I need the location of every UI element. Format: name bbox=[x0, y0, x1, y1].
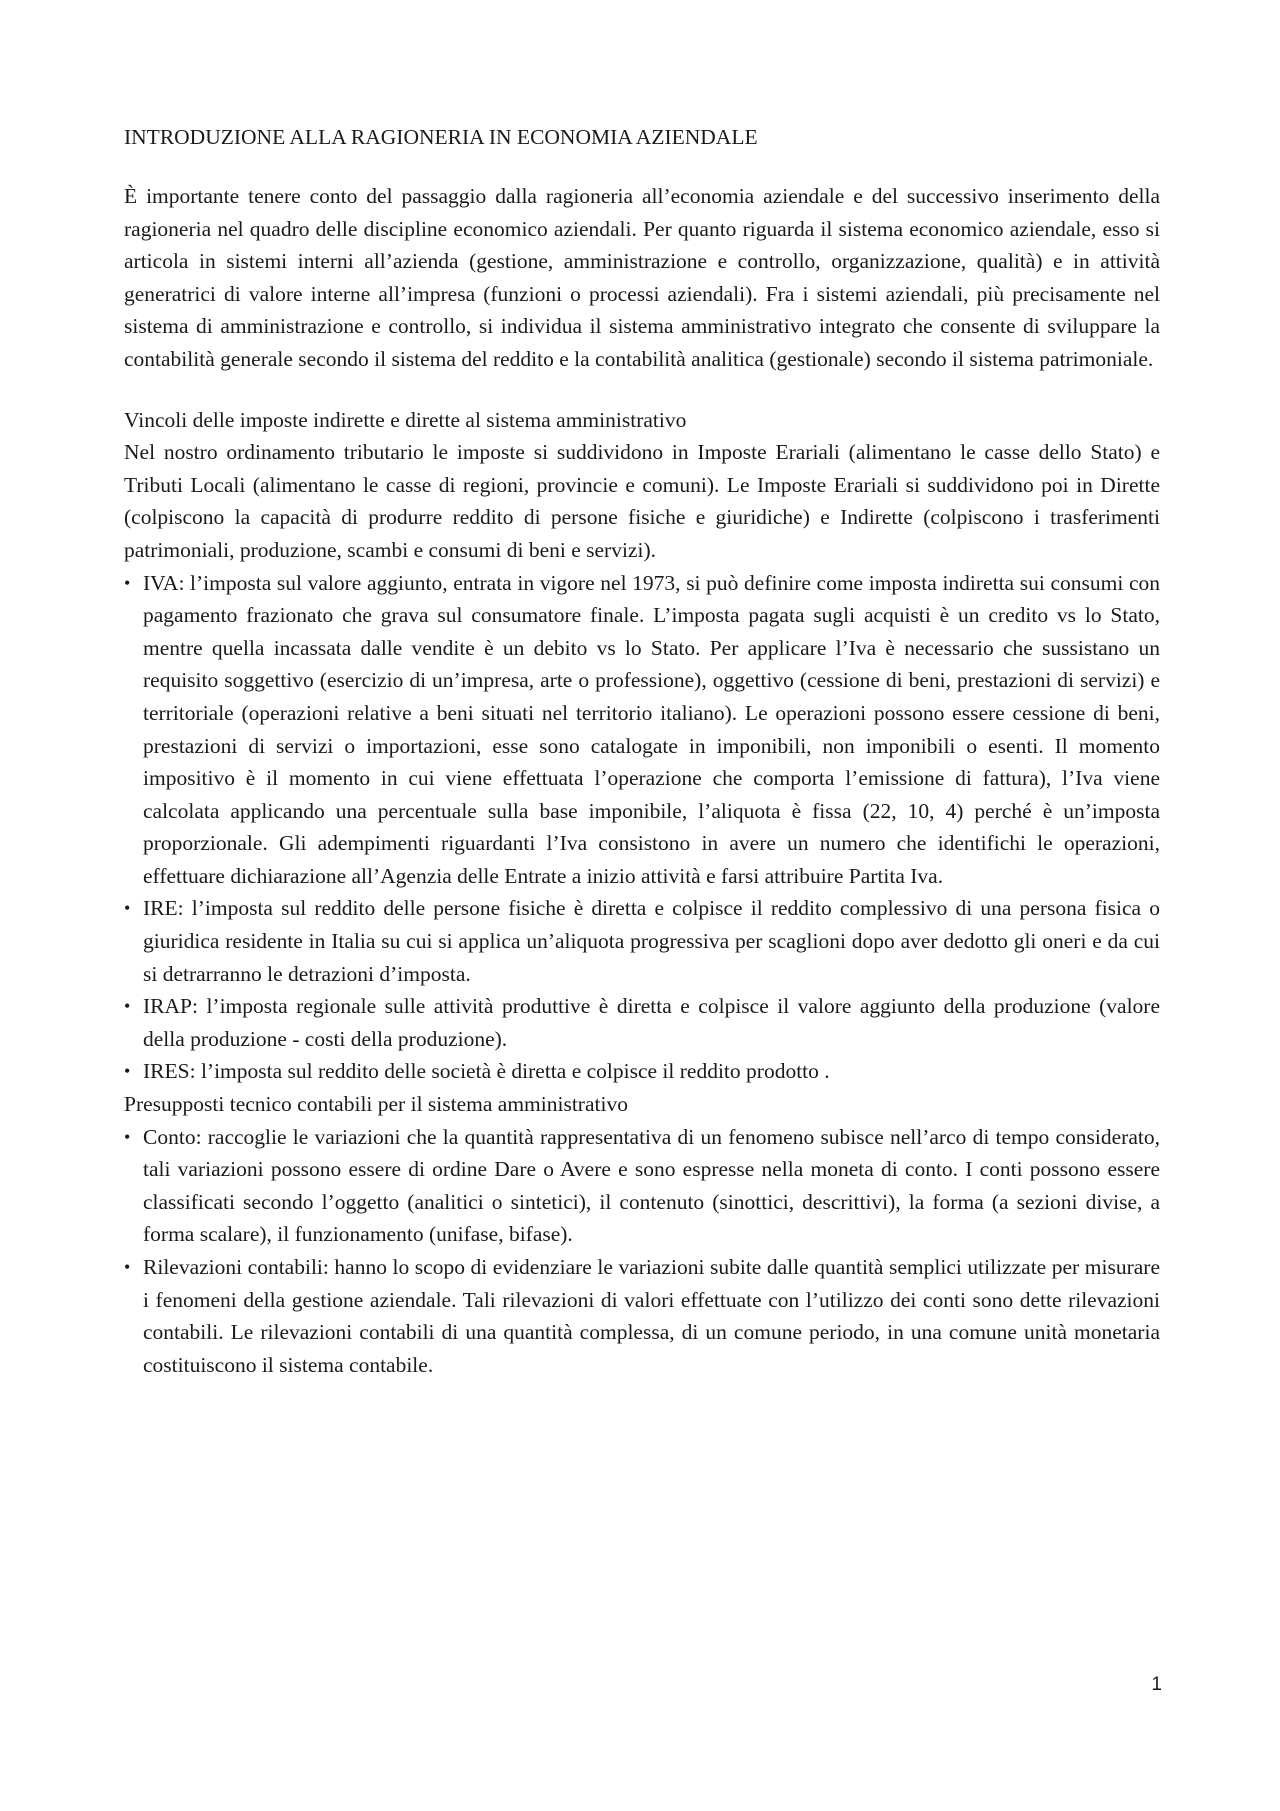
list-item-rilevazioni bbox=[124, 1251, 1160, 1381]
list-item-text: Rilevazioni contabili: hanno lo scopo di evidenziare le variazioni subite dalle quantità semplici utilizzate per misurare i fenomeni della gestione aziendale. Tali rilevazioni di valori effettuate con l’utilizzo dei conti sono dette rilevazioni contabili. Le rilevazioni contabili di una quantità complessa, di un comune periodo, in una comune unità monetaria costituiscono il sistema contabile. bbox=[143, 1255, 1160, 1377]
page-number: 1 bbox=[1151, 1674, 1162, 1695]
accounting-bullet-list bbox=[124, 1121, 1160, 1382]
bullet-icon: • bbox=[124, 1061, 131, 1082]
list-item-text: IVA: l’imposta sul valore aggiunto, entrata in vigore nel 1973, si può definire come imposta indiretta sui consumi con pagamento frazionato che grava sul consumatore finale. L’imposta pagata sugli acquisti è un credito vs lo Stato, mentre quella incassata dalle vendite è un debito vs lo Stato. Per applicare l’Iva è necessario che sussistano un requisito soggettivo (esercizio di un’impresa, arte o professione), oggettivo (cessione di beni, prestazioni di servizi) e territoriale (operazioni relative a beni situati nel territorio italiano). Le operazioni possono essere cessione di beni, prestazioni di servizi o importazioni, esse sono catalogate in imponibili, non imponibili o esenti. Il momento impositivo è il momento in cui viene effettuata l’operazione che comporta l’emissione di fattura), l’Iva viene calcolata applicando una percentuale sulla base imponibile, l’aliquota è fissa (22, 10, 4) perché è un’imposta proporzionale. Gli adempimenti riguardanti l’Iva consistono in avere un numero che identifichi le operazioni, effettuare dichiarazione all’Agenzia delle Entrate a inizio attività e farsi attribuire Partita Iva. bbox=[143, 570, 1160, 888]
bullet-icon: • bbox=[124, 996, 131, 1017]
list-item-ire bbox=[124, 892, 1160, 990]
list-item-text: IRE: l’imposta sul reddito delle persone fisiche è diretta e colpisce il reddito complessivo di una persona fisica o giuridica residente in Italia su cui si applica un’aliquota progressiva per scaglioni dopo aver dedotto gli oneri e da cui si detrarranno le detrazioni d’imposta. bbox=[143, 896, 1160, 986]
section-paragraph-imposte: Nel nostro ordinamento tributario le imposte si suddividono in Imposte Erariali (alimentano le casse dello Stato) e Tributi Locali (alimentano le casse di regioni, provincie e comuni). Le Imposte Erariali si suddividono poi in Dirette (colpiscono la capacità di produrre reddito di persone fisiche e giuridiche) e Indirette (colpiscono i trasferimenti patrimoniali, produzione, scambi e consumi di beni e servizi). bbox=[124, 440, 1160, 562]
bullet-icon: • bbox=[124, 1126, 131, 1147]
intro-paragraph: È importante tenere conto del passaggio dalla ragioneria all’economia aziendale e del successivo inserimento della ragioneria nel quadro delle discipline economico aziendali. Per quanto riguarda il sistema economico aziendale, esso si articola in sistemi interni all’azienda (gestione, amministrazione e controllo, organizzazione, qualità) e in attività generatrici di valore interne all’impresa (funzioni o processi aziendali). Fra i sistemi aziendali, più precisamente nel sistema di amministrazione e controllo, si individua il sistema amministrativo integrato che consente di sviluppare la contabilità generale secondo il sistema del reddito e la contabilità analitica (gestionale) secondo il sistema patrimoniale. bbox=[124, 184, 1160, 371]
list-item-text: IRES: l’imposta sul reddito delle società è diretta e colpisce il reddito prodotto . bbox=[143, 1059, 830, 1084]
document-title: INTRODUZIONE ALLA RAGIONERIA IN ECONOMIA AZIENDALE bbox=[124, 125, 758, 149]
tax-bullet-list bbox=[124, 567, 1160, 1089]
list-item-text: Conto: raccoglie le variazioni che la quantità rappresentativa di un fenomeno subisce nell’arco di tempo considerato, tali variazioni possono essere di ordine Dare o Avere e sono espresse nella moneta di conto. I conti possono essere classificati secondo l’oggetto (analitici o sintetici), il contenuto (sinottici, descrittivi), la forma (a sezioni divise, a forma scalare), il funzionamento (unifase, bifase). bbox=[143, 1124, 1160, 1247]
list-item-conto bbox=[124, 1121, 1160, 1251]
document-page bbox=[124, 122, 1160, 1381]
list-item-ires bbox=[124, 1055, 1160, 1088]
list-item-text: IRAP: l’imposta regionale sulle attività produttive è diretta e colpisce il valore aggiunto della produzione (valore della produzione - costi della produzione). bbox=[143, 994, 1160, 1051]
bullet-icon: • bbox=[124, 1257, 131, 1277]
bullet-icon: • bbox=[124, 572, 131, 593]
list-item-irap bbox=[124, 990, 1160, 1055]
list-item-iva bbox=[124, 567, 1160, 893]
section-heading-imposte: Vincoli delle imposte indirette e dirette al sistema amministrativo bbox=[124, 407, 687, 432]
section-heading-presupposti: Presupposti tecnico contabili per il sistema amministrativo bbox=[124, 1092, 628, 1117]
bullet-icon: • bbox=[124, 898, 131, 919]
